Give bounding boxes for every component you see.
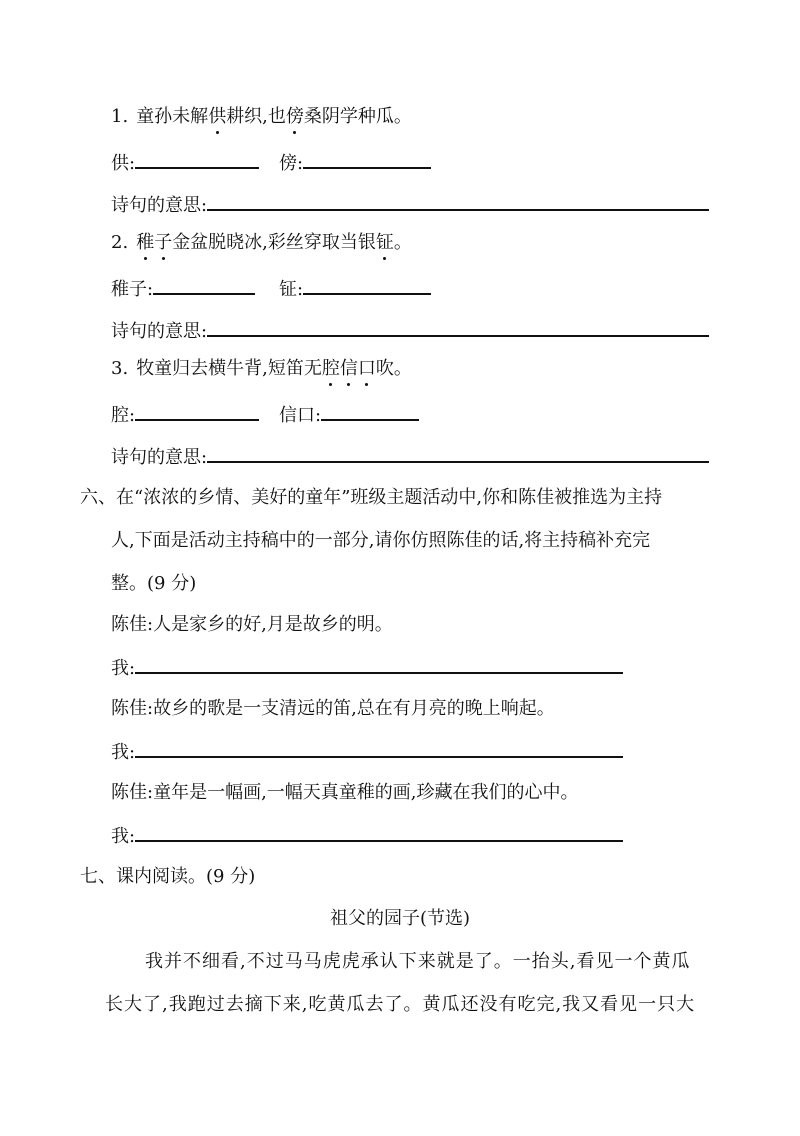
poem-1-blank-2[interactable]	[303, 151, 431, 169]
section-7-heading: 七、课内阅读。(9 分)	[80, 866, 256, 887]
poem-2-blank-1[interactable]	[153, 277, 255, 295]
poem-2-line	[111, 232, 412, 254]
passage-line-1: 我并不细看,不过马马虎虎承认下来就是了。一抬头,看见一个黄瓜	[145, 951, 691, 972]
dialog-1-me-label: 我:	[111, 658, 136, 679]
poem-3-dotted-char-2: 信	[339, 358, 358, 379]
poem-2-meaning	[111, 319, 709, 343]
poem-2-word-1	[111, 277, 255, 301]
poem-2-meaning-label: 诗句的意思:	[111, 321, 208, 342]
poem-1-text-mid: 耕织,也	[226, 106, 286, 127]
dialog-3-me-label: 我:	[111, 826, 136, 847]
poem-3-number: 3.	[111, 358, 129, 379]
passage-line-2: 长大了,我跑过去摘下来,吃黄瓜去了。黄瓜还没有吃完,我又看见一只大	[105, 994, 696, 1015]
poem-2-dotted-char-2: 子	[154, 232, 173, 253]
dialog-3-blank[interactable]	[135, 824, 623, 842]
poem-3-text-post: 吹。	[375, 358, 412, 379]
poem-3-blank-1[interactable]	[135, 403, 259, 421]
dialog-2-me-label: 我:	[111, 742, 136, 763]
dialog-1-blank[interactable]	[135, 656, 623, 674]
poem-3-word-1	[111, 403, 259, 427]
poem-1-meaning-label: 诗句的意思:	[111, 195, 208, 216]
poem-3-word-2	[279, 403, 419, 427]
dialog-2-speaker: 陈佳:故乡的歌是一支清远的笛,总在有月亮的晚上响起。	[111, 698, 555, 719]
poem-1-word-1	[111, 151, 259, 175]
poem-2-label-1: 稚子:	[111, 279, 154, 300]
poem-1-word-2	[279, 151, 431, 175]
poem-3-meaning-blank[interactable]	[207, 445, 709, 463]
dialog-2-response	[111, 740, 623, 764]
poem-1-dotted-char-1: 供	[208, 106, 227, 127]
poem-3-meaning-label: 诗句的意思:	[111, 447, 208, 468]
poem-1-text-post: 桑阴学种瓜。	[303, 106, 412, 127]
poem-1-dotted-char-2: 傍	[285, 106, 304, 127]
poem-3-label-2: 信口:	[279, 405, 322, 426]
section-6-instruction-1: 六、在“浓浓的乡情、美好的童年”班级主题活动中,你和陈佳被推选为主持	[80, 487, 663, 508]
poem-3-dotted-char-3: 口	[357, 358, 376, 379]
poem-2-word-2	[279, 277, 431, 301]
dialog-1-speaker: 陈佳:人是家乡的好,月是故乡的明。	[111, 614, 393, 635]
poem-2-text-post: 。	[393, 232, 412, 253]
section-6-instruction-2: 人,下面是活动主持稿中的一部分,请你仿照陈佳的话,将主持稿补充完	[111, 530, 651, 551]
poem-2-dotted-char-3: 钲	[375, 232, 394, 253]
passage-title: 祖父的园子(节选)	[329, 908, 471, 929]
poem-2-meaning-blank[interactable]	[207, 319, 709, 337]
poem-3-label-1: 腔:	[111, 405, 136, 426]
poem-1-number: 1.	[111, 106, 129, 127]
poem-1-blank-1[interactable]	[135, 151, 259, 169]
poem-2-blank-2[interactable]	[303, 277, 431, 295]
poem-1-line	[111, 106, 412, 128]
poem-2-text-mid: 金盆脱晓冰,彩丝穿取当银	[172, 232, 376, 253]
poem-3-text-pre: 牧童归去横牛背,短笛无	[136, 358, 322, 379]
poem-1-meaning	[111, 193, 709, 217]
poem-1-meaning-blank[interactable]	[207, 193, 709, 211]
poem-3-dotted-char-1: 腔	[321, 358, 340, 379]
poem-1-label-2: 傍:	[279, 153, 304, 174]
dialog-3-response	[111, 824, 623, 848]
poem-2-number: 2.	[111, 232, 129, 253]
dialog-2-blank[interactable]	[135, 740, 623, 758]
poem-1-label-1: 供:	[111, 153, 136, 174]
poem-3-blank-2[interactable]	[321, 403, 419, 421]
poem-1-text-pre: 童孙未解	[136, 106, 209, 127]
poem-2-dotted-char-1: 稚	[136, 232, 155, 253]
section-6-instruction-3: 整。(9 分)	[111, 573, 197, 594]
poem-3-line	[111, 358, 412, 380]
dialog-3-speaker: 陈佳:童年是一幅画,一幅天真童稚的画,珍藏在我们的心中。	[111, 782, 579, 803]
dialog-1-response	[111, 656, 623, 680]
poem-2-label-2: 钲:	[279, 279, 304, 300]
poem-3-meaning	[111, 445, 709, 469]
